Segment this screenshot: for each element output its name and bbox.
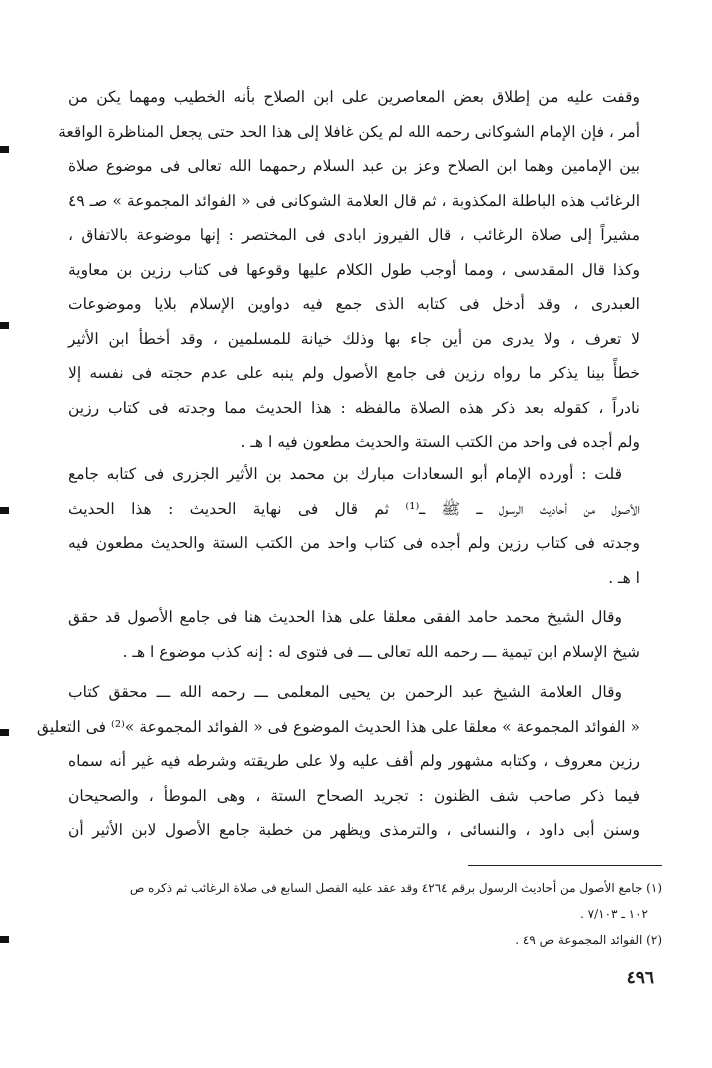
scan-mark — [0, 507, 9, 514]
text-line: ا هـ . — [608, 568, 640, 587]
text-line: وكذا قال المقدسى ، ومما أوجب طول الكلام عليها وقوعها فى كتاب رزين بن معاوية — [68, 260, 640, 279]
scan-mark — [0, 322, 9, 329]
paragraph-4 — [36, 675, 640, 848]
text-line: الأصول من أحاديث الرسول ـــ ﷺ ـــ⁽¹⁾ ثم قال فى نهاية الحديث : هذا الحديث — [68, 499, 640, 518]
footnote-1-continued: ١٠٢ ـ ٧/١٠٣ . — [580, 907, 648, 921]
text-line: فيما ذكر صاحب شف الظنون : تجريد الصحاح الستة ، وهى الموطأ ، والصحيحان — [68, 786, 640, 805]
footnotes — [60, 875, 662, 953]
text-line: ولم أجده فى واحد من الكتب الستة والحديث مطعون فيه ا هـ . — [240, 433, 640, 451]
text-line: لا تعرف ، ولا يدرى من أين جاء بها وذلك خيانة للمسلمين ، وقد أخطأ ابن الأثير — [68, 329, 640, 348]
text-line: العبدرى ، وقد أدخل فى كتابه الذى جمع فيه دواوين الإسلام بلايا وموضوعات — [68, 295, 640, 313]
text-line: أمر ، فإن الإمام الشوكانى رحمه الله لم يكن غافلا إلى هذا الحد حتى يجعل المناظرة الواقعة — [58, 122, 640, 141]
text-line: شيخ الإسلام ابن تيمية ـــ رحمه الله تعالى ـــ فى فتوى له : إنه كذب موضوع ا هـ . — [122, 642, 640, 661]
footnote-2: (٢) الفوائد المجموعة ص ٤٩ . — [515, 933, 662, 947]
paragraph-3 — [68, 600, 640, 669]
text-line: خطأً بينا يذكر ما رواه رزين فى جامع الأصول ولم ينبه على عدم حجته فى نفسه إلا — [68, 364, 640, 382]
text-line: مشيراً إلى صلاة الرغائب ، قال الفيروز ابادى فى المختصر : إنها موضوعة بالاتفاق ، — [68, 226, 640, 244]
footnote-separator — [468, 865, 662, 866]
paragraph-2 — [68, 457, 640, 595]
scan-mark — [0, 146, 9, 153]
text-line: وقفت عليه من إطلاق بعض المعاصرين على ابن الصلاح بأنه الخطيب ومهما يكن من — [68, 88, 640, 106]
text-line: وسنن أبى داود ، والنسائى ، والترمذى ويظهر من خطبة جامع الأصول لابن الأثير أن — [68, 821, 640, 839]
text-line: نادراً ، كقوله بعد ذكر هذه الصلاة مالفظه : هذا الحديث مما وجدته فى كتاب رزين — [68, 398, 640, 417]
scan-mark — [0, 729, 9, 736]
paragraph-1 — [58, 80, 640, 460]
text-line: وقال العلامة الشيخ عبد الرحمن بن يحيى المعلمى ـــ رحمه الله ـــ محقق كتاب — [68, 683, 622, 701]
text-line: بين الإمامين وهما ابن الصلاح وعز بن عبد السلام رحمهما الله تعالى فى موضوع صلاة — [68, 157, 640, 175]
text-line: قلت : أورده الإمام أبو السعادات مبارك بن محمد بن الأثير الجزرى فى كتابه جامع — [68, 465, 622, 483]
text-line: وقال الشيخ محمد حامد الفقى معلقا على هذا الحديث هنا فى جامع الأصول قد حقق — [68, 608, 622, 626]
footnote-1: (١) جامع الأصول من أحاديث الرسول برقم ٤٢٦٤ وقد عقد عليه الفصل السابع فى صلاة الرغائب ثم ذكره ص — [129, 881, 662, 895]
text-line: رزين معروف ، وكتابه مشهور ولم أقف عليه ولا على طريقته وشرطه فيه غير أنه سماه — [68, 752, 640, 770]
text-line: « الفوائد المجموعة » معلقا على هذا الحديث الموضوع فى « الفوائد المجموعة »⁽²⁾ فى التعليق — [36, 717, 640, 736]
page-number: ٤٩٦ — [626, 968, 654, 988]
text-line: وجدته فى كتاب رزين ولم أجده فى كتاب واحد من الكتب الستة والحديث مطعون فيه — [68, 534, 640, 552]
scan-mark — [0, 936, 9, 943]
text-line: الرغائب هذه الباطلة المكذوبة ، ثم قال العلامة الشوكانى فى « الفوائد المجموعة » صـ ٤٩ — [68, 191, 640, 210]
